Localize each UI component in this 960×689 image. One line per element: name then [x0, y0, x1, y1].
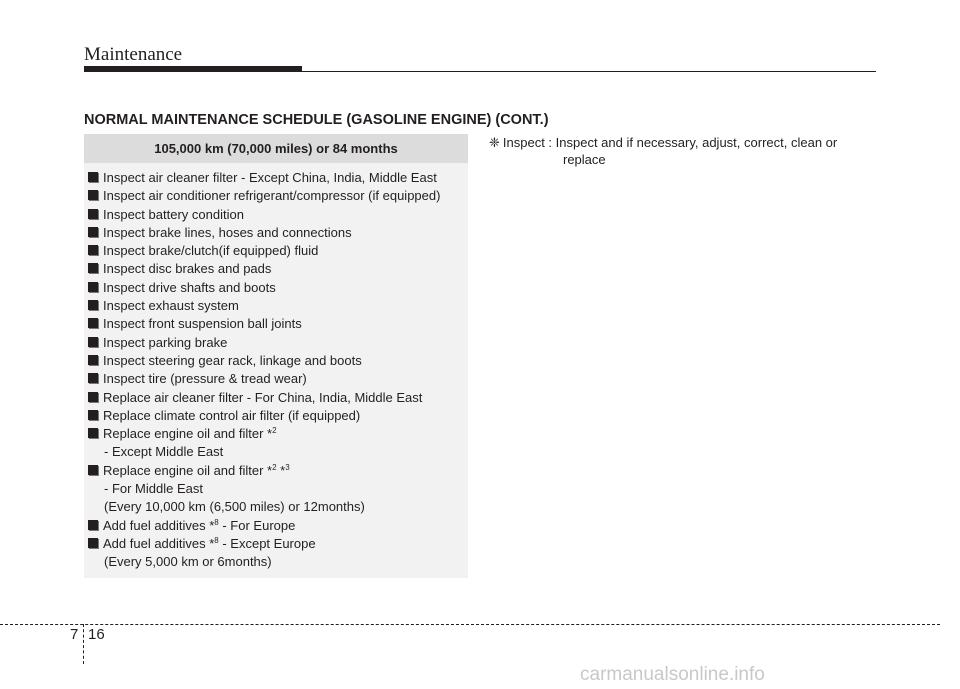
- checkbox-icon: [88, 227, 98, 237]
- list-item-subtext: - Except Middle East: [104, 444, 224, 460]
- list-item: [88, 242, 468, 260]
- page-number: 16: [88, 626, 105, 643]
- checkbox-icon: [88, 263, 98, 273]
- list-item: [88, 389, 468, 407]
- footnote-ref: 3: [285, 462, 290, 472]
- note-symbol-icon: ❈: [489, 135, 500, 150]
- checkbox-icon: [88, 337, 98, 347]
- checkbox-icon: [88, 538, 98, 548]
- list-item: [88, 334, 468, 352]
- list-item-fuel-europe: [88, 517, 468, 535]
- footnote-ref: 8: [214, 535, 219, 545]
- list-item-fuel-except-europe: [88, 535, 468, 553]
- note-text-continued: replace: [563, 152, 606, 167]
- list-item-text: Inspect exhaust system: [103, 298, 239, 314]
- note-text: Inspect : Inspect and if necessary, adjust, correct, clean or: [502, 135, 838, 150]
- list-item: [88, 187, 468, 205]
- list-item-text: Replace engine oil and filter *: [103, 426, 273, 442]
- footer-dashed-line: [0, 624, 940, 625]
- list-item-subtext: (Every 10,000 km (6,500 miles) or 12months): [104, 499, 365, 515]
- list-item: [88, 279, 468, 297]
- list-item-text: Inspect steering gear rack, linkage and boots: [103, 352, 362, 368]
- list-item: [88, 224, 468, 242]
- checkbox-icon: [88, 172, 98, 182]
- header-bar-thin: [302, 71, 876, 72]
- watermark: carmanualsonline.info: [580, 664, 765, 685]
- page-header-title: Maintenance: [84, 44, 183, 65]
- chapter-number: 7: [70, 626, 79, 643]
- checkbox-icon: [88, 282, 98, 292]
- list-item-oil-except-middle-east: [88, 425, 468, 443]
- footer-dashed-divider: [83, 624, 84, 664]
- checkbox-icon: [88, 190, 98, 200]
- header-bar-thick: [84, 66, 302, 72]
- table-heading: 105,000 km (70,000 miles) or 84 months: [84, 134, 468, 163]
- list-item: [88, 206, 468, 224]
- list-item: [88, 169, 468, 187]
- list-item-text: Replace air cleaner filter - For China, India, Middle East: [103, 389, 423, 405]
- checkbox-icon: [88, 245, 98, 255]
- note-line-1: [489, 134, 877, 151]
- list-item-text: Inspect brake/clutch(if equipped) fluid: [103, 243, 319, 259]
- list-item-text-suffix: - Except Europe: [218, 535, 316, 551]
- checkbox-icon: [88, 465, 98, 475]
- footnote-star: *: [276, 462, 286, 478]
- list-item: [88, 260, 468, 278]
- list-item: [88, 352, 468, 370]
- checkbox-icon: [88, 318, 98, 328]
- list-item-text: Inspect drive shafts and boots: [103, 279, 276, 295]
- list-item: [88, 315, 468, 333]
- list-item-text: Inspect parking brake: [103, 334, 228, 350]
- checkbox-icon: [88, 355, 98, 365]
- list-item-text: Replace climate control air filter (if equipped): [103, 407, 361, 423]
- list-item-text: Replace engine oil and filter *: [103, 462, 273, 478]
- table-items: [84, 169, 468, 572]
- checkbox-icon: [88, 300, 98, 310]
- list-item-text: Inspect air cleaner filter - Except China, India, Middle East: [103, 170, 437, 185]
- section-title: NORMAL MAINTENANCE SCHEDULE (GASOLINE ENGINE) (CONT.): [84, 112, 549, 128]
- list-item-text-suffix: - For Europe: [218, 517, 296, 533]
- footnote-ref: 2: [272, 426, 277, 436]
- list-item: [88, 370, 468, 388]
- footnote-ref: 2: [272, 462, 277, 472]
- schedule-table: [84, 134, 468, 578]
- list-item-text: Inspect brake lines, hoses and connections: [103, 224, 352, 240]
- list-item-text: Add fuel additives *: [103, 517, 215, 533]
- list-item-text: Inspect front suspension ball joints: [103, 316, 302, 332]
- list-item-text: Inspect tire (pressure & tread wear): [103, 371, 307, 387]
- checkbox-icon: [88, 428, 98, 438]
- checkbox-icon: [88, 209, 98, 219]
- list-item-text: Inspect air conditioner refrigerant/compressor (if equipped): [103, 188, 441, 204]
- list-item-text: Inspect battery condition: [103, 206, 244, 222]
- list-item: [88, 407, 468, 425]
- list-item-subtext: - For Middle East: [104, 481, 203, 497]
- checkbox-icon: [88, 373, 98, 383]
- list-item-text: Inspect disc brakes and pads: [103, 261, 272, 277]
- checkbox-icon: [88, 410, 98, 420]
- checkbox-icon: [88, 392, 98, 402]
- list-item: [88, 297, 468, 315]
- footnote-ref: 8: [214, 517, 219, 527]
- inspect-note: [489, 134, 877, 168]
- checkbox-icon: [88, 520, 98, 530]
- list-item-oil-middle-east: [88, 462, 468, 480]
- list-item-subtext: (Every 5,000 km or 6months): [104, 554, 272, 570]
- list-item-text: Add fuel additives *: [103, 535, 215, 551]
